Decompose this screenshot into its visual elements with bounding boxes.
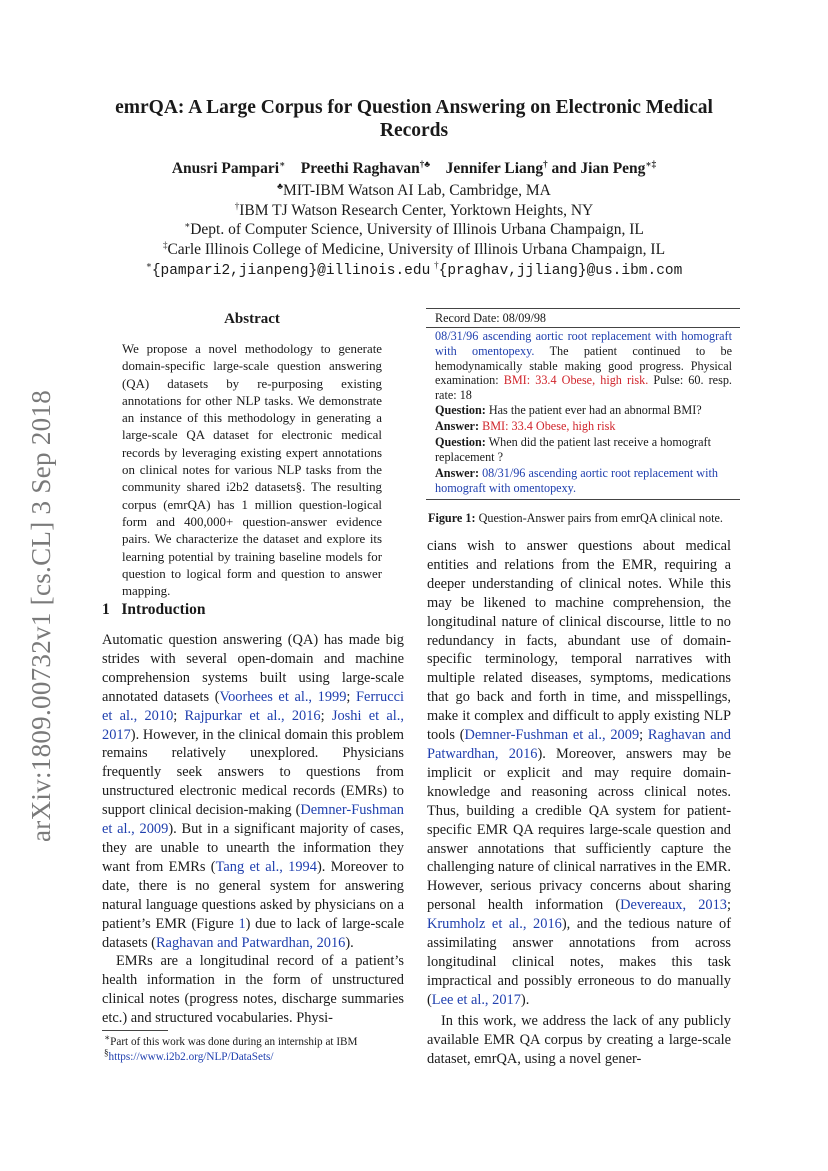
affiliation-text: Carle Illinois College of Medicine, University of Illinois Urbana Champaign, IL (167, 241, 666, 258)
author-conjunction: and (551, 160, 577, 177)
email-mark: † (434, 259, 439, 270)
body-text: ). (520, 991, 530, 1008)
affiliation-mark: ∗ (184, 219, 191, 230)
record-date: Record Date: 08/09/98 (435, 311, 547, 325)
citation-link[interactable]: Raghavan and Patwardhan, 2016 (427, 727, 731, 762)
citation-link[interactable]: Rajpurkar et al., 2016 (184, 707, 321, 724)
note-highlight-bmi: BMI: 33.4 Obese, high risk. (503, 373, 649, 388)
intro-paragraph (102, 631, 404, 952)
citation-link[interactable]: Raghavan and Patwardhan, 2016 (155, 934, 346, 951)
figure-caption (428, 511, 740, 526)
affiliation (60, 201, 768, 221)
affiliation-text: IBM TJ Watson Research Center, Yorktown Heights, NY (239, 202, 594, 219)
author-mark: † (543, 158, 548, 169)
footnote-mark: ∗ (104, 1032, 111, 1043)
footnote-url-link[interactable]: https://www.i2b2.org/NLP/DataSets/ (108, 1050, 274, 1063)
note-text: The patient continued to be hemodynamically stable making good progress. Physical examination: (435, 343, 732, 388)
affiliation-mark: ♣ (277, 180, 284, 191)
affiliation-text: MIT-IBM Watson AI Lab, Cambridge, MA (283, 182, 551, 199)
body-text: ), and the tedious nature of assimilating answer annotations from across longitudinal clinical notes, makes this task impractical and possibly erroneous to do manually ( (427, 916, 732, 1008)
note-text: Pulse: 60. resp. rate: 18 (435, 373, 732, 403)
body-text: ). Moreover, answers may be implicit or explicit and may require domain-knowledge and reasoning across clinical notes. Thus, building a credible QA system for patient-specific EMR QA requires large-scale question and answer annotations that sufficiently capture the challenging nature of clinical narratives in the EMR. However, serious privacy concerns about sharing personal health information ( (427, 745, 731, 914)
arxiv-id: arXiv:1809.00732v1 [cs.CL] 3 Sep 2018 (26, 389, 56, 842)
caption-text: Question-Answer pairs from emrQA clinical note. (475, 511, 723, 525)
author-mark: ∗ (279, 158, 286, 169)
citation-link[interactable]: Tang et al., 1994 (215, 858, 317, 875)
intro-paragraph (427, 537, 731, 1010)
qa-question (435, 403, 732, 418)
footnotes (104, 1032, 404, 1064)
author-name: Anusri Pampari (171, 160, 280, 177)
author-name: Jian Peng (580, 160, 646, 177)
author-name: Jennifer Liang (445, 160, 544, 177)
answer-label: Answer: (435, 466, 480, 480)
body-text: ; (346, 688, 357, 705)
affiliation (60, 181, 768, 201)
question-label: Question: (435, 403, 486, 417)
answer-text: BMI: 33.4 Obese, high risk (482, 419, 616, 433)
body-text: ; (727, 897, 731, 914)
section-heading (102, 601, 206, 619)
affiliation (60, 240, 768, 260)
author-name: Preethi Raghavan (300, 160, 420, 177)
affiliation (60, 220, 768, 240)
body-text: ; (173, 707, 185, 724)
body-text: ; (320, 707, 332, 724)
body-text: cians wish to answer questions about medical entities and relations from the EMR, requiring a deeper understanding of clinical notes. While this may be likened to machine comprehension, the longitudinal nature of clinical discourse, little to no redundancy in facts, abundant use of domain-specific terminology, temporal narratives with multiple related diseases, symptoms, medications that go back and forth in time, and misspellings, make it complex and difficult to apply existing NLP tools ( (427, 538, 731, 744)
intro-paragraph: EMRs are a longitudinal record of a patient’s health information in the form of unstructured clinical notes (progress notes, discharge summaries etc.) and structured vocabularies. Physi- (102, 953, 404, 1026)
citation-link[interactable]: Lee et al., 2017 (431, 991, 521, 1008)
note-highlight-procedure: 08/31/96 ascending aortic root replacement with homograft with omentopexy. (435, 329, 732, 358)
citation-link[interactable]: Demner-Fushman et al., 2009 (102, 802, 404, 838)
citation-link[interactable]: Demner-Fushman et al., 2009 (464, 727, 640, 744)
footnote-text: Part of this work was done during an internship at IBM (110, 1036, 358, 1048)
citation-link[interactable]: Krumholz et al., 2016 (427, 916, 562, 933)
clinical-note (435, 329, 732, 403)
arxiv-stamp (20, 372, 70, 842)
footnote-divider (102, 1030, 168, 1031)
answer-label: Answer: (435, 419, 480, 433)
figure-reference-link[interactable]: 1 (238, 915, 246, 932)
author-mark: ∗‡ (645, 158, 657, 169)
question-label: Question: (435, 435, 486, 449)
footnote (104, 1032, 404, 1050)
affiliation-mark: † (234, 200, 240, 211)
citation-link[interactable]: Voorhees et al., 1999 (219, 688, 347, 705)
section-title: Introduction (121, 601, 206, 618)
qa-question (435, 435, 732, 465)
qa-answer (435, 419, 732, 434)
figure-divider (426, 327, 740, 328)
qa-answer (435, 466, 732, 496)
body-text: ; (639, 727, 648, 744)
paper-title: emrQA: A Large Corpus for Question Answering on Electronic Medical Records (115, 97, 713, 141)
question-text: When did the patient last receive a homograft replacement ? (435, 435, 711, 464)
body-text: Automatic question answering (QA) has made big strides with several open-domain and machine comprehension systems built using large-scale annotated datasets ( (102, 632, 404, 705)
body-text: ). (345, 934, 354, 951)
affiliation-mark: ‡ (162, 239, 168, 250)
email-mark: ∗ (145, 259, 152, 270)
citation-link[interactable]: Devereaux, 2013 (620, 897, 727, 914)
author-list (60, 160, 768, 178)
email-address[interactable]: {praghav,jjliang}@us.ibm.com (438, 263, 683, 279)
body-text: ) due to lack of large-scale datasets ( (102, 915, 404, 951)
body-text: ). But in a significant majority of cases, they are unable to unearth the information they want from EMRs ( (102, 821, 404, 875)
affiliation-text: Dept. of Computer Science, University of Illinois Urbana Champaign, IL (190, 221, 644, 238)
citation-link[interactable]: Joshi et al., 2017 (102, 707, 404, 743)
intro-paragraph: In this work, we address the lack of any publicly available EMR QA corpus by creating a large-scale dataset, emrQA, using a novel gener- (427, 1013, 731, 1067)
abstract-text: We propose a novel methodology to generate domain-specific large-scale question answering (QA) datasets by re-purposing existing annotations for other NLP tasks. We demonstrate an instance of this methodology in generating a large-scale QA dataset for electronic medical records by leveraging existing expert annotations on clinical notes for various NLP tasks from the community shared i2b2 datasets§. The resulting corpus (emrQA) has 1 million question-logical form and 400,000+ question-answer evidence pairs. We characterize the dataset and explore its learning potential by training baseline models for question to logical form and question to answer mapping. (122, 342, 382, 599)
caption-label: Figure 1: (428, 511, 476, 525)
footnote (104, 1046, 404, 1065)
email-address[interactable]: {pampari2,jianpeng}@illinois.edu (151, 263, 431, 279)
body-text: ). Moreover to date, there is no general system for answering natural language questions asked by physicians on a patient’s EMR (Figure (102, 858, 404, 932)
abstract-heading: Abstract (224, 311, 280, 327)
citation-link[interactable]: Ferrucci et al., 2010 (102, 688, 404, 724)
email-line (60, 260, 768, 281)
footnote-mark: § (104, 1046, 109, 1057)
author-mark: †♣ (419, 158, 431, 169)
section-number: 1 (102, 601, 110, 618)
answer-text: 08/31/96 ascending aortic root replacement with homograft with omentopexy. (435, 466, 718, 495)
body-text: ). However, in the clinical domain this problem remains relatively unexplored. Physicians frequently seek answers to questions from unstructured electronic medical records (EMRs) to support clinical decision-making ( (102, 726, 404, 819)
question-text: Has the patient ever had an abnormal BMI? (485, 403, 702, 417)
